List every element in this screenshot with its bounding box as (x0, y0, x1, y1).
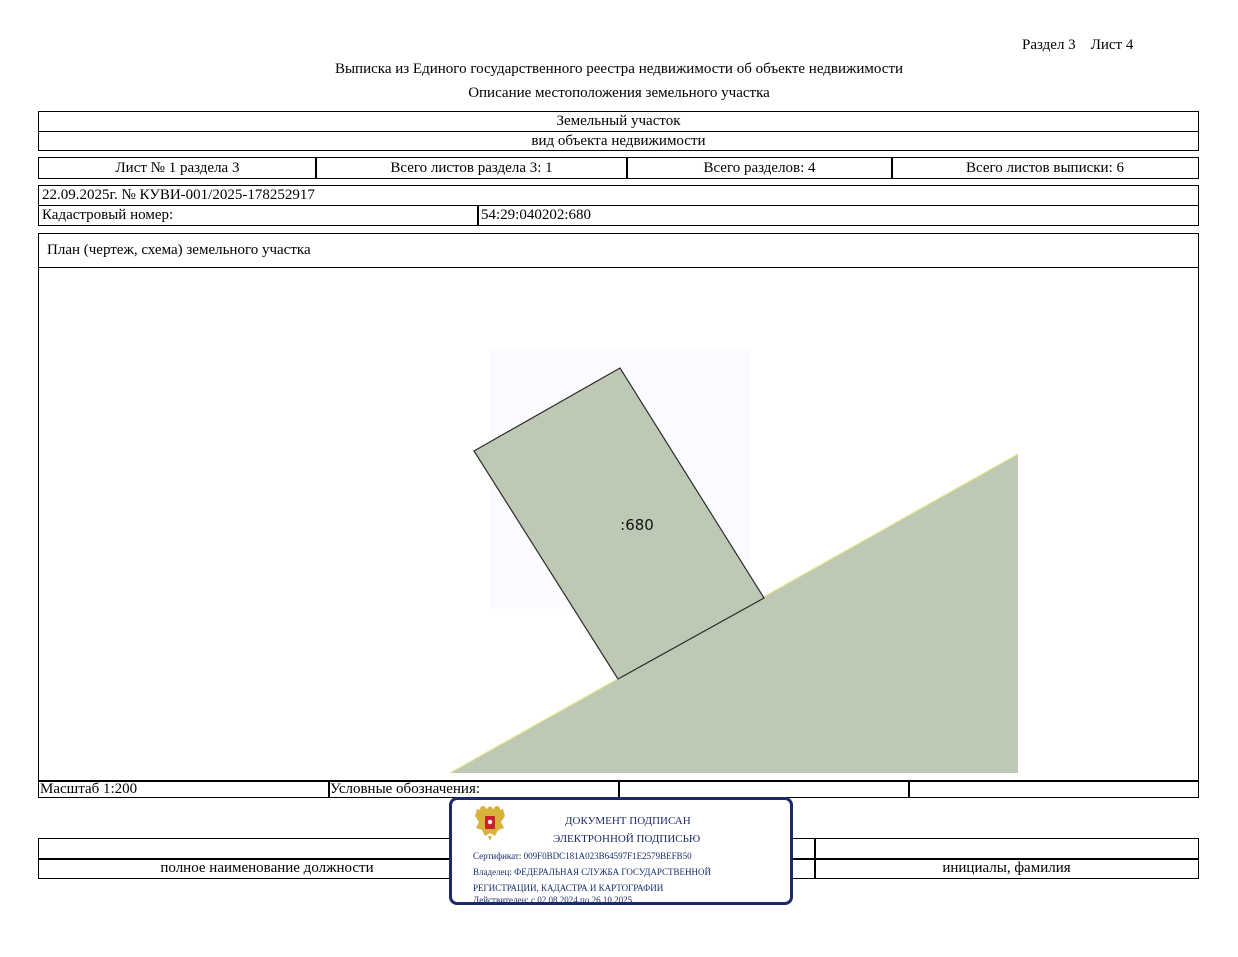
legend-cell-2 (618, 780, 910, 798)
total-sections: Всего разделов: 4 (626, 157, 893, 179)
coat-of-arms-icon (472, 803, 508, 843)
object-kind-caption: вид объекта недвижимости (38, 131, 1199, 151)
section-number: Раздел 3 (1022, 37, 1076, 53)
section-sheet-label (1022, 37, 1133, 54)
position-caption: полное наименование должности (38, 858, 496, 879)
plan-drawing (40, 267, 1198, 779)
parcel-label: :680 (620, 516, 654, 534)
name-caption: инициалы, фамилия (814, 858, 1199, 879)
cadastral-value: 54:29:040202:680 (477, 205, 1199, 226)
legend-label: Условные обозначения: (328, 780, 620, 798)
object-kind: Земельный участок (38, 111, 1199, 132)
total-section-sheets: Всего листов раздела 3: 1 (315, 157, 628, 179)
document-subtitle: Описание местоположения земельного участка (468, 85, 770, 101)
plan-heading: План (чертеж, схема) земельного участка (38, 233, 1199, 268)
name-cell-top (814, 838, 1199, 860)
cadastral-label: Кадастровый номер: (38, 205, 479, 226)
stamp-validity: Действителен: с 02.08.2024 по 26.10.2025 (473, 895, 633, 905)
legend-cell-3 (908, 780, 1199, 798)
stamp-line-1: ДОКУМЕНТ ПОДПИСАН (565, 815, 691, 827)
date-number: 22.09.2025г. № КУВИ-001/2025-178252917 (38, 185, 1199, 206)
sheet-number: Лист 4 (1090, 37, 1134, 53)
scale-label: Масштаб 1:200 (38, 780, 330, 798)
stamp-owner-1: Владелец: ФЕДЕРАЛЬНАЯ СЛУЖБА ГОСУДАРСТВЕННОЙ (473, 867, 712, 877)
document-title: Выписка из Единого государственного реестра недвижимости об объекте недвижимости (334, 61, 904, 77)
stamp-line-2: ЭЛЕКТРОННОЙ ПОДПИСЬЮ (553, 833, 701, 845)
sheet-of-section: Лист № 1 раздела 3 (38, 157, 317, 179)
stamp-owner-2: РЕГИСТРАЦИИ, КАДАСТРА И КАРТОГРАФИИ (473, 883, 664, 893)
e-signature-stamp (449, 797, 793, 905)
total-extract-sheets: Всего листов выписки: 6 (891, 157, 1199, 179)
stamp-certificate: Сертификат: 009F0BDC181A023B64597F1E2579BEFB50 (473, 851, 692, 861)
